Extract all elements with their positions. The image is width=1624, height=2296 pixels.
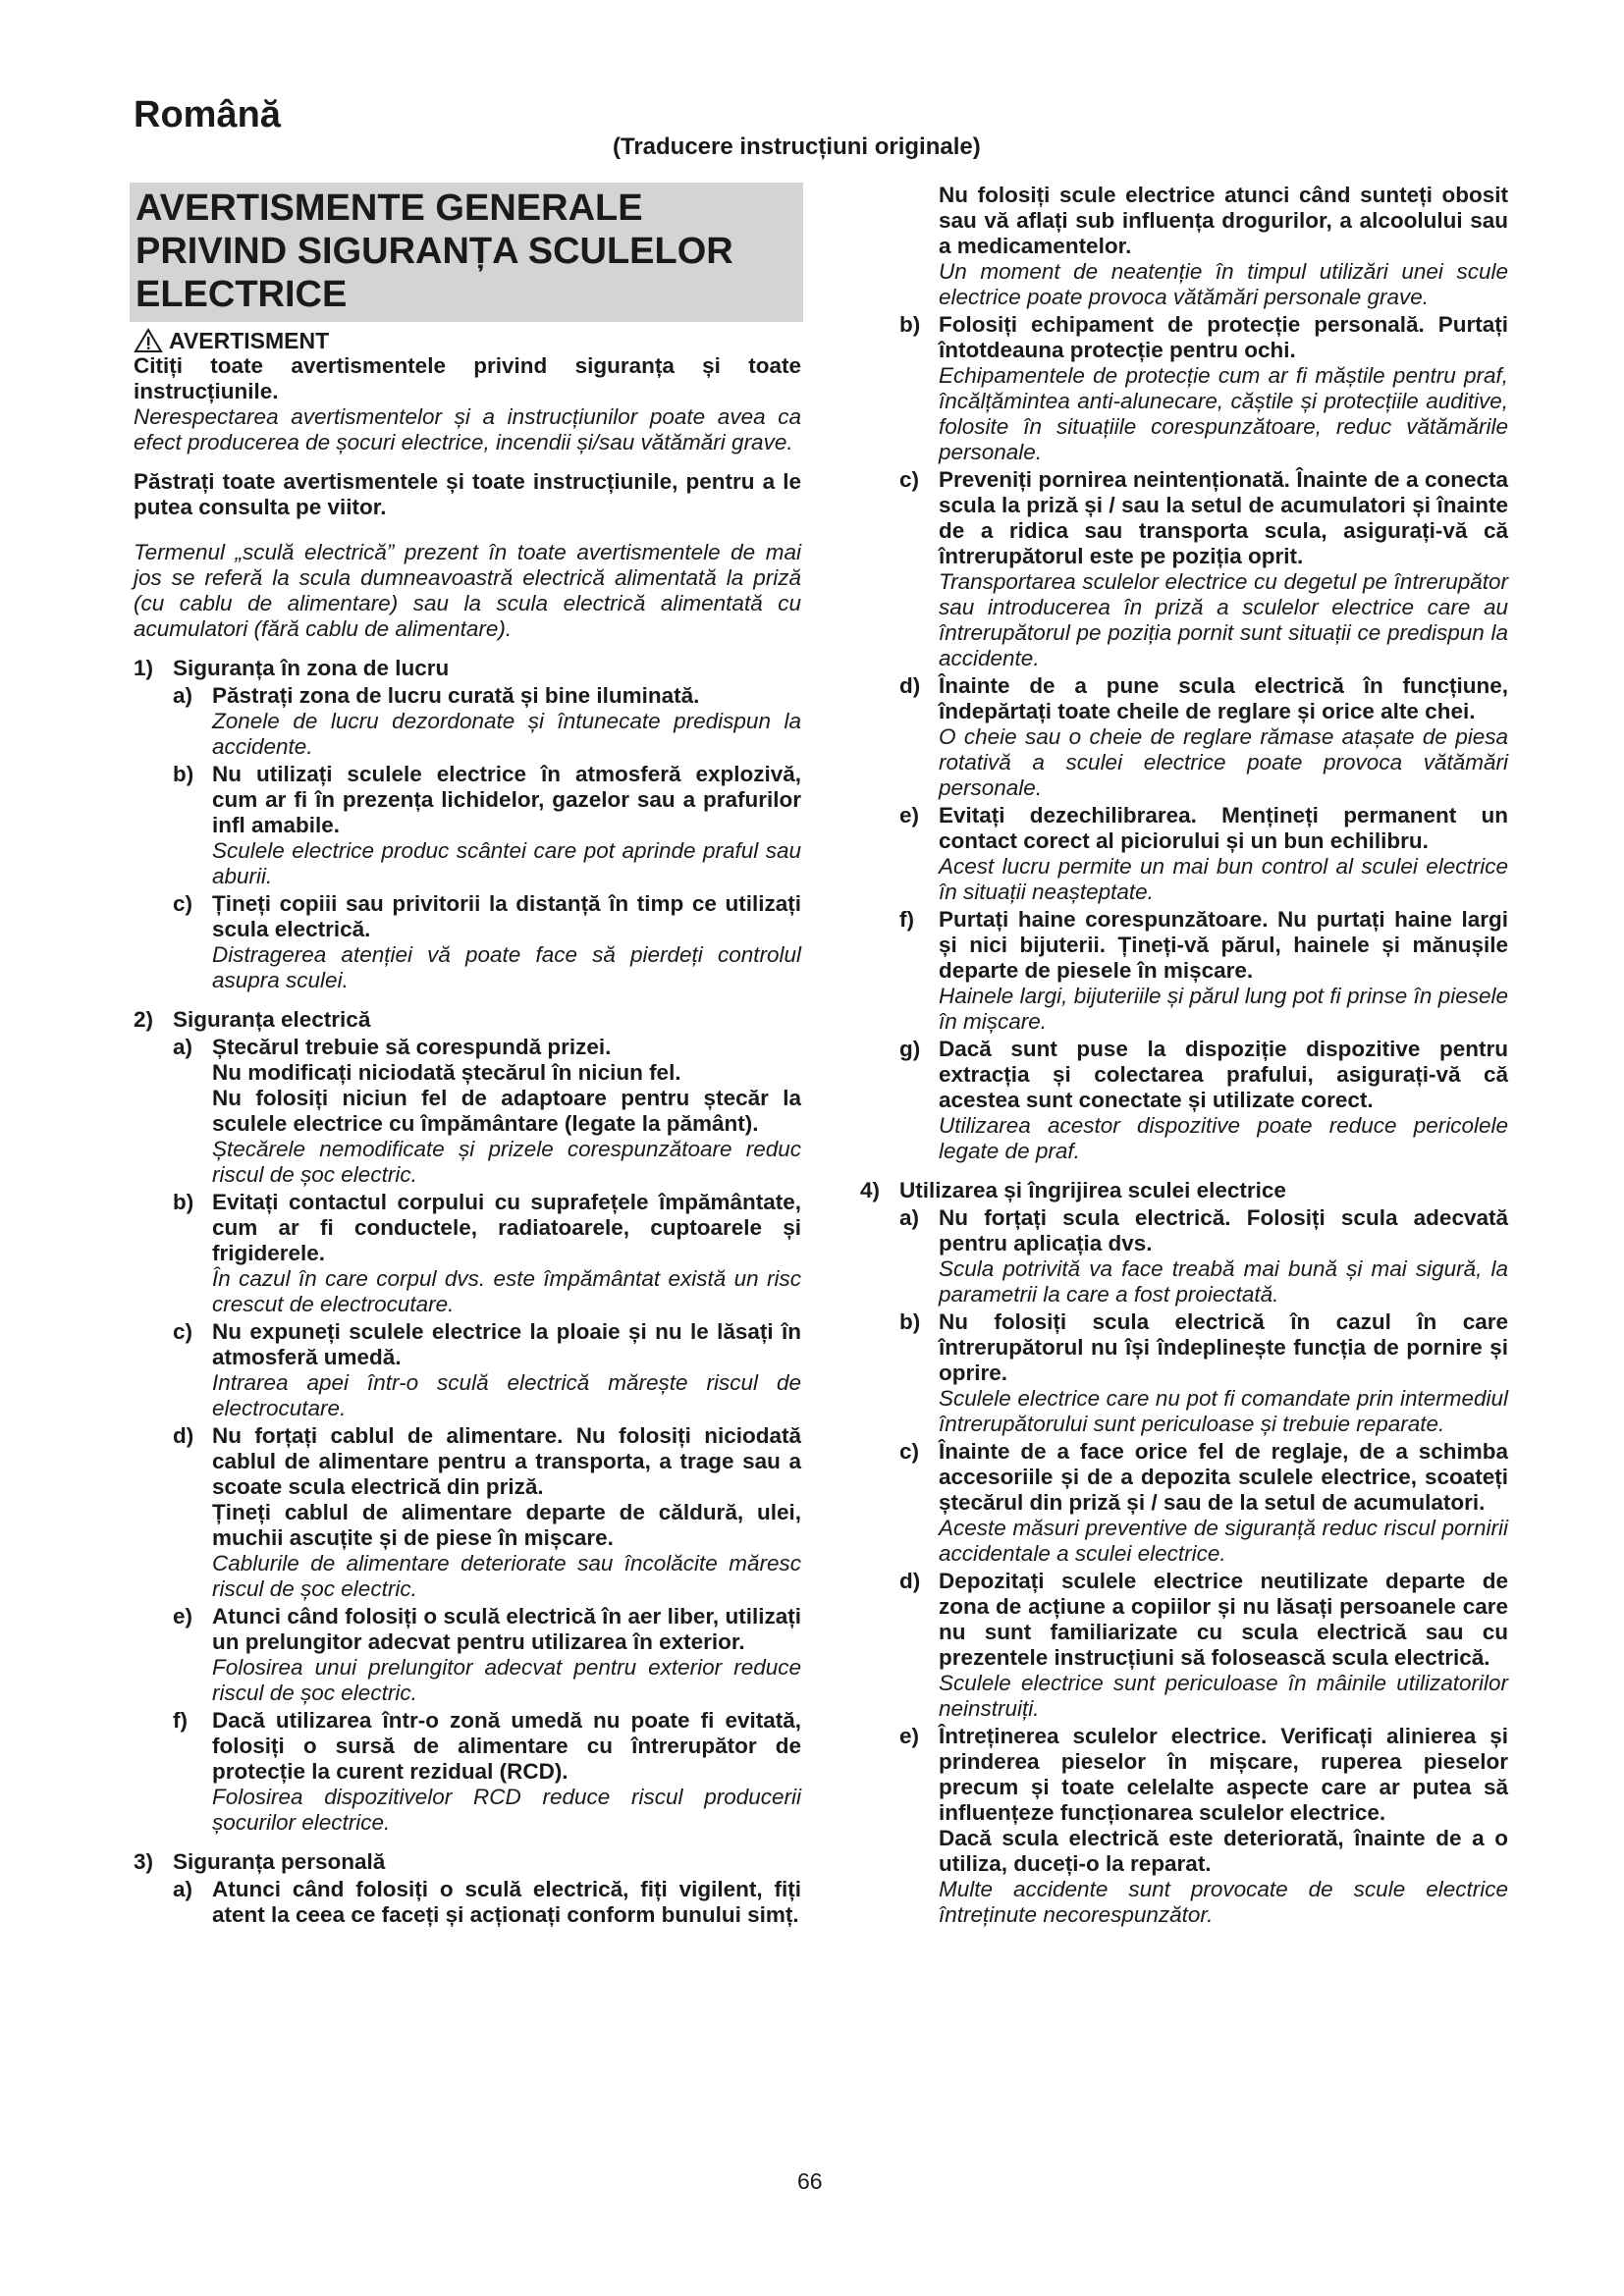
section-4-heading [860, 1178, 1508, 1203]
section-number: 2) [134, 1007, 154, 1032]
item-letter: d) [899, 673, 921, 698]
item-rule: Înainte de a face orice fel de reglaje, de a schimba accesoriile și de a depozita sculele electrice, scoateți ștecărul din priză și / sau de la setul de acumulatori. [939, 1439, 1508, 1515]
item-letter: g) [899, 1037, 921, 1061]
item-letter: a) [173, 1035, 193, 1059]
list-item [134, 683, 801, 760]
section-3-heading [134, 1849, 801, 1875]
keep-all-warning: Păstrați toate avertismentele și toate instrucțiunile, pentru a le putea consulta pe viitor. [134, 469, 801, 519]
item-rule: Ștecărul trebuie să corespundă prizei. [212, 1035, 612, 1059]
left-column [134, 183, 801, 1928]
item-rule: Dacă utilizarea într-o zonă umedă nu poate fi evitată, folosiți o sursă de alimentare cu întrerupător de protecție la curent rezidual (RCD). [212, 1708, 801, 1784]
item-rule: Preveniți pornirea neintenționată. Înainte de a conecta scula la priză și / sau la setul de acumulatori și înainte de a ridica sau transporta scula, asigurați-vă că întrerupătorul este pe poziția oprit. [939, 467, 1508, 568]
read-all-note: Nerespectarea avertismentelor și a instrucțiunilor poate avea ca efect producerea de șocuri electrice, incendii și/sau vătămări grave. [134, 404, 801, 454]
item-rule: Atunci când folosiți o sculă electrică în aer liber, utilizați un prelungitor adecvat pentru utilizarea în exterior. [212, 1604, 801, 1654]
item-letter: c) [899, 467, 920, 492]
item-note: Transportarea sculelor electrice cu degetul pe întrerupător sau introducerea în priză a sculelor electrice care au întrerupătorul pe poziția pornit sunt situații ce predispun la accidente. [939, 569, 1508, 670]
item-note: Multe accidente sunt provocate de scule electrice întreținute necorespunzător. [939, 1877, 1508, 1927]
item-letter: c) [173, 1319, 193, 1344]
item-rule: Nu folosiți niciun fel de adaptoare pentru ștecăr la sculele electrice cu împământare (legate la pământ). [212, 1086, 801, 1136]
title-box [130, 183, 803, 322]
read-all-warning: Citiți toate avertismentele privind siguranța și toate instrucțiunile. [134, 353, 801, 403]
item-rule: Purtați haine corespunzătoare. Nu purtați haine largi și nici bijuterii. Țineți-vă părul, hainele și mănușile departe de piesele în mișcare. [939, 907, 1508, 983]
list-item [860, 1205, 1508, 1308]
item-rule: Evitați dezechilibrarea. Mențineți permanent un contact corect al piciorului și un bun echilibru. [939, 803, 1508, 853]
item-note: Sculele electrice sunt periculoase în mâinile utilizatorilor neinstruiți. [939, 1671, 1508, 1721]
item-letter: a) [173, 683, 193, 708]
item-rule: Dacă sunt puse la dispoziție dispozitive pentru extracția și colectarea prafului, asigurați-vă că acestea sunt conectate și utilizate corect. [939, 1037, 1508, 1112]
item-rule: Folosiți echipament de protecție personală. Purtați întotdeauna protecție pentru ochi. [939, 312, 1508, 362]
list-item [860, 1724, 1508, 1928]
item-rule: Nu modificați niciodată ștecărul în niciun fel. [212, 1060, 681, 1085]
item-rule: Nu utilizați sculele electrice în atmosferă explozivă, cum ar fi în prezența lichidelor, gazelor sau a prafurilor infl amabile. [212, 762, 801, 837]
item-rule: Nu expuneți sculele electrice la ploaie și nu le lăsați în atmosferă umedă. [212, 1319, 801, 1369]
list-item [134, 1604, 801, 1706]
list-item [134, 891, 801, 993]
list-item [860, 1569, 1508, 1722]
warning-triangle-icon [134, 328, 163, 353]
item-letter-spacer [860, 183, 939, 310]
item-rule: Păstrați zona de lucru curată și bine iluminată. [212, 683, 700, 708]
item-letter: e) [173, 1604, 193, 1629]
warning-heading [134, 328, 801, 353]
item-letter: f) [899, 907, 914, 932]
translation-note: (Traducere instrucțiuni originale) [613, 133, 981, 160]
list-item [860, 467, 1508, 671]
item-letter: e) [899, 1724, 920, 1748]
section-2-heading [134, 1007, 801, 1033]
list-item [134, 762, 801, 889]
item-letter: d) [173, 1423, 194, 1448]
item-letter: b) [173, 1190, 194, 1214]
list-item [134, 1190, 801, 1317]
language-heading: Română [134, 94, 281, 135]
section-title: Siguranța electrică [173, 1007, 371, 1032]
item-note: Distragerea atenției vă poate face să pierdeți controlul asupra sculei. [212, 942, 801, 992]
item-note: În cazul în care corpul dvs. este împământat există un risc crescut de electrocutare. [212, 1266, 801, 1316]
item-note: Hainele largi, bijuteriile și părul lung pot fi prinse în piesele în mișcare. [939, 984, 1508, 1034]
item-letter: c) [173, 891, 193, 916]
item-rule: Atunci când folosiți o sculă electrică, fiți vigilent, fiți atent la ceea ce faceți și acționați conform bunului simț. [212, 1877, 801, 1927]
list-item [860, 1037, 1508, 1164]
list-item [134, 1035, 801, 1188]
item-letter: e) [899, 803, 920, 828]
item-rule: Nu folosiți scula electrică în cazul în care întrerupătorul nu își îndeplinește funcția de pornire și oprire. [939, 1309, 1508, 1385]
list-item [134, 1319, 801, 1421]
right-column [860, 183, 1508, 1928]
item-note: Sculele electrice care nu pot fi comandate prin intermediul întrerupătorului sunt periculoase și trebuie reparate. [939, 1386, 1508, 1436]
item-rule: Țineți cablul de alimentare departe de căldură, ulei, muchii ascuțite și de piese în mișcare. [212, 1500, 801, 1550]
item-rule: Dacă scula electrică este deteriorată, înainte de a o utiliza, duceți-o la reparat. [939, 1826, 1508, 1876]
list-item [860, 673, 1508, 801]
item-rule: Nu forțați scula electrică. Folosiți scula adecvată pentru aplicația dvs. [939, 1205, 1508, 1255]
item-note: Scula potrivită va face treabă mai bună și mai sigură, la parametrii la care a fost proiectată. [939, 1256, 1508, 1307]
list-item [134, 1423, 801, 1602]
list-item [134, 1708, 801, 1836]
item-rule: Întreținerea sculelor electrice. Verificați alinierea și prinderea pieselor în mișcare, ruperea pieselor precum și toate celelalte aspecte care ar putea să influențeze funcționarea sculelor electrice. [939, 1724, 1508, 1825]
item-note: Folosirea dispozitivelor RCD reduce riscul producerii șocurilor electrice. [212, 1785, 801, 1835]
item-note: Un moment de neatenție în timpul utilizări unei scule electrice poate provoca vătămări personale grave. [939, 259, 1508, 309]
section-title: Siguranța în zona de lucru [173, 656, 450, 680]
item-note: Cablurile de alimentare deteriorate sau încolăcite măresc riscul de șoc electric. [212, 1551, 801, 1601]
item-letter: f) [173, 1708, 188, 1733]
item-note: Intrarea apei într-o sculă electrică mărește riscul de electrocutare. [212, 1370, 801, 1420]
item-rule: Nu forțați cablul de alimentare. Nu folosiți niciodată cablul de alimentare pentru a transporta, a trage sau a scoate scula electrică din priză. [212, 1423, 801, 1499]
list-item-continued [860, 183, 1508, 310]
item-letter: b) [173, 762, 194, 786]
item-letter: a) [899, 1205, 920, 1230]
item-note: Aceste măsuri preventive de siguranță reduc riscul pornirii accidentale a sculei electrice. [939, 1516, 1508, 1566]
document-title: AVERTISMENTE GENERALE PRIVIND SIGURANȚA SCULELOR ELECTRICE [135, 187, 733, 315]
term-note: Termenul „sculă electrică” prezent în toate avertismentele de mai jos se referă la scula dumneavoastră electrică alimentată la priză (cu cablu de alimentare) sau la scula electrică alimentată cu acumulatori (fără cablu de alimentare). [134, 540, 801, 641]
item-note: Ștecărele nemodificate și prizele corespunzătoare reduc riscul de șoc electric. [212, 1137, 801, 1187]
section-number: 1) [134, 656, 154, 680]
list-item [860, 907, 1508, 1035]
page-number: 66 [797, 2168, 823, 2194]
item-letter: a) [173, 1877, 193, 1901]
item-note: Sculele electrice produc scântei care pot aprinde praful sau aburii. [212, 838, 801, 888]
item-rule: Țineți copiii sau privitorii la distanță în timp ce utilizați scula electrică. [212, 891, 801, 941]
item-note: O cheie sau o cheie de reglare rămase atașate de piesa rotativă a sculei electrice poate provoca vătămări personale. [939, 724, 1508, 800]
item-note: Acest lucru permite un mai bun control al sculei electrice în situații neașteptate. [939, 854, 1508, 904]
section-1-heading [134, 656, 801, 681]
item-note: Utilizarea acestor dispozitive poate reduce pericolele legate de praf. [939, 1113, 1508, 1163]
item-rule: Înainte de a pune scula electrică în funcțiune, îndepărtați toate cheile de reglare și orice alte chei. [939, 673, 1508, 723]
item-letter: b) [899, 1309, 921, 1334]
item-note: Zonele de lucru dezordonate și întunecate predispun la accidente. [212, 709, 801, 759]
warning-label: AVERTISMENT [169, 328, 330, 353]
list-item [860, 1439, 1508, 1567]
list-item [860, 803, 1508, 905]
item-letter: d) [899, 1569, 921, 1593]
item-letter: c) [899, 1439, 920, 1464]
item-note: Folosirea unui prelungitor adecvat pentru exterior reduce riscul de șoc electric. [212, 1655, 801, 1705]
section-number: 3) [134, 1849, 154, 1874]
item-letter: b) [899, 312, 921, 337]
item-rule: Depozitați sculele electrice neutilizate departe de zona de acțiune a copiilor și nu lăsați persoanele care nu sunt familiarizate cu scula electrică sau cu prezentele instrucțiuni să folosească scula electrică. [939, 1569, 1508, 1670]
list-item [860, 1309, 1508, 1437]
item-rule: Nu folosiți scule electrice atunci când sunteți obosit sau vă aflați sub influența drogurilor, a alcoolului sau a medicamentelor. [939, 183, 1508, 258]
item-rule: Evitați contactul corpului cu suprafețele împământate, cum ar fi conductele, radiatoarele, cuptoarele și frigiderele. [212, 1190, 801, 1265]
item-note: Echipamentele de protecție cum ar fi măștile pentru praf, încălțămintea anti-alunecare, căștile și protecțiile auditive, folosite în situațiile corespunzătoare, reduc vătămările personale. [939, 363, 1508, 464]
list-item [860, 312, 1508, 465]
section-title: Siguranța personală [173, 1849, 386, 1874]
section-title: Utilizarea și îngrijirea sculei electrice [899, 1178, 1286, 1202]
section-number: 4) [860, 1178, 881, 1202]
list-item [134, 1877, 801, 1928]
